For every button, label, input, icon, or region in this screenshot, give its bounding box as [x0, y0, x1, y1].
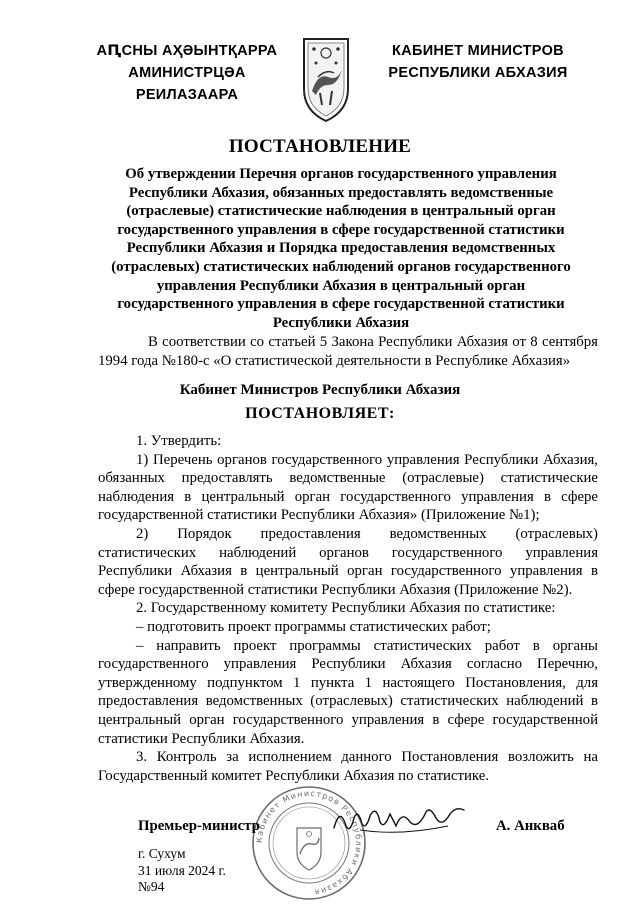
- place: г. Сухум: [138, 846, 186, 861]
- preamble: В соответствии со статьей 5 Закона Республики Абхазия от 8 сентября 1994 года №180-с «О статистической деятельности в Республике Абхазия»: [98, 334, 598, 369]
- header-right-line1: КАБИНЕТ МИНИСТРОВ: [392, 43, 564, 59]
- seal-text: Кабинет Министров Республики Абхазия: [254, 788, 364, 897]
- coat-of-arms-abkhazia-icon: [298, 33, 354, 125]
- item-2: 2. Государственному комитету Республики Абхазия по статистике:: [136, 600, 556, 617]
- document-footer: [138, 846, 226, 896]
- item-2-a: – подготовить проект программы статистических работ;: [136, 618, 491, 635]
- handwritten-signature-icon: [330, 800, 470, 840]
- resolves-heading: ПОСТАНОВЛЯЕТ:: [245, 405, 395, 422]
- signatory-name: А. Анкваб: [496, 818, 565, 834]
- item-1-1: 1) Перечень органов государственного управления Республики Абхазия, обязанных предоставлять ведомственные (отраслевые) статистические наблюдения в центральный орган государственного управления в сфере государственной статистики Республики Абхазия» (Приложение №1);: [98, 451, 598, 524]
- document-title: ПОСТАНОВЛЕНИЕ: [228, 136, 412, 157]
- date: 31 июля 2024 г.: [138, 862, 226, 878]
- document-number: №94: [138, 879, 165, 894]
- document-subject: Об утверждении Перечня органов государственного управления Республики Абхазия, обязанных предоставлять ведомственные (отраслевые) статистические наблюдения в центральный орган государственного управления в сфере государственной статистики Республики Абхазия и Порядка предоставления ведомственных (отраслевых) статистических наблюдений органов государственного управления Республики Абхазия в центральный орган государственного управления в сфере государственной статистики Республики Абхазия: [111, 166, 571, 331]
- resolution-items: [98, 432, 598, 785]
- header-left-line1: АԤСНЫ АҲӘЫНТҚАРРА: [96, 43, 278, 59]
- item-3: 3. Контроль за исполнением данного Постановления возложить на Государственный комитет Республики Абхазия по статистике.: [98, 749, 598, 784]
- item-2-b: – направить проект программы статистических работ в органы государственного управления Республики Абхазия согласно Перечню, утвержденному подпунктом 1 пункта 1 настоящего Постановления, для предоставления ведомственных (отраслевых) статистических наблюдений в центральный орган государственного управления в сфере государственной статистики Республики Абхазия.: [98, 637, 598, 747]
- signatory-position: Премьер-министр: [138, 818, 260, 834]
- issuer: Кабинет Министров Республики Абхазия: [179, 382, 461, 398]
- item-1-2: 2) Порядок предоставления ведомственных (отраслевых) статистических наблюдений органов государственного управления Республики Абхазия в центральный орган государственного управления в сфере государственной статистики Республики Абхазия (Приложение №2).: [98, 525, 598, 598]
- header-right-block: [378, 40, 578, 84]
- header-left-line2: АМИНИСТРЦӘА РЕИЛАЗААРА: [128, 65, 246, 103]
- item-1: 1. Утвердить:: [136, 433, 222, 449]
- header-right-line2: РЕСПУБЛИКИ АБХАЗИЯ: [388, 65, 568, 81]
- header-left-block: [82, 40, 292, 106]
